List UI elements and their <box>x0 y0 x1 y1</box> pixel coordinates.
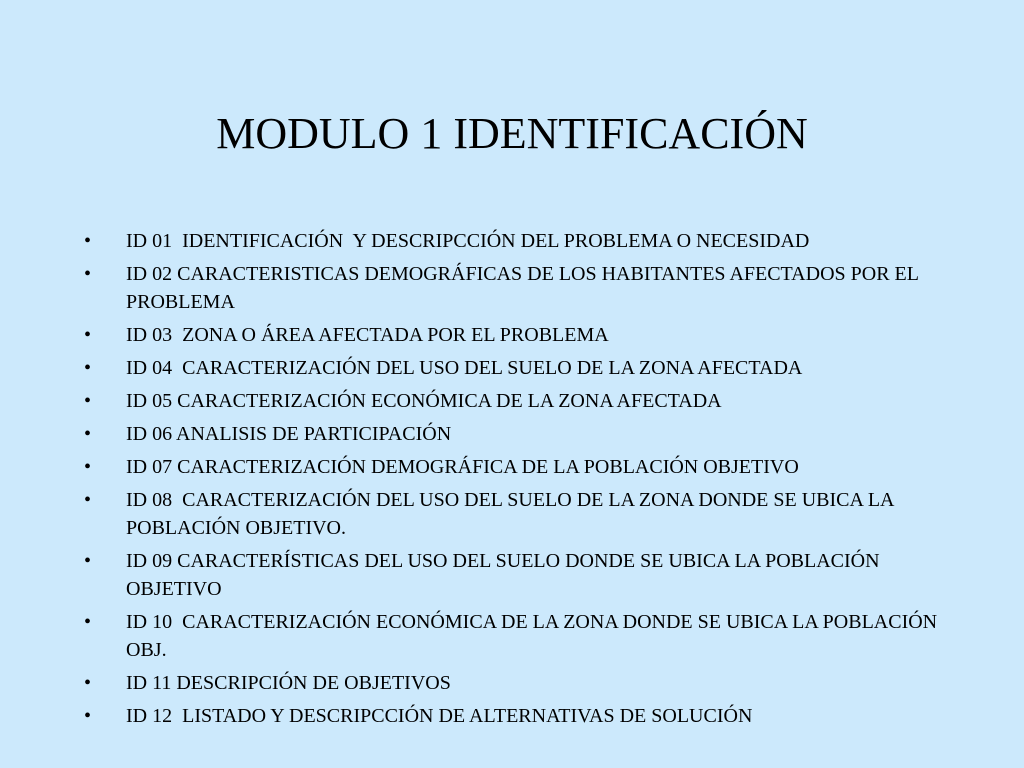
bullet-list <box>80 227 943 735</box>
list-item <box>80 260 940 316</box>
list-item <box>80 321 940 349</box>
list-item-text: ID 02 CARACTERISTICAS DEMOGRÁFICAS DE LOS HABITANTES AFECTADOS POR EL PROBLEMA <box>126 263 924 313</box>
bullet-icon: • <box>84 324 92 346</box>
list-item-text: ID 06 ANALISIS DE PARTICIPACIÓN <box>126 423 452 445</box>
list-item <box>80 227 940 255</box>
list-item <box>80 453 940 481</box>
list-item-text: ID 11 DESCRIPCIÓN DE OBJETIVOS <box>126 672 451 694</box>
list-item-text: ID 05 CARACTERIZACIÓN ECONÓMICA DE LA ZONA AFECTADA <box>126 390 722 412</box>
list-item-text: ID 09 CARACTERÍSTICAS DEL USO DEL SUELO DONDE SE UBICA LA POBLACIÓN OBJETIVO <box>126 550 885 600</box>
bullet-icon: • <box>84 672 92 694</box>
bullet-icon: • <box>84 263 92 285</box>
list-item-text: ID 08 CARACTERIZACIÓN DEL USO DEL SUELO DE LA ZONA DONDE SE UBICA LA POBLACIÓN OBJETIVO. <box>126 489 899 539</box>
bullet-icon: • <box>84 230 92 252</box>
bullet-icon: • <box>84 456 92 478</box>
bullet-icon: • <box>84 489 92 511</box>
bullet-icon: • <box>84 611 92 633</box>
list-item <box>80 387 940 415</box>
list-item <box>80 486 940 542</box>
list-item <box>80 702 940 730</box>
list-item-text: ID 01 IDENTIFICACIÓN Y DESCRIPCCIÓN DEL PROBLEMA O NECESIDAD <box>126 230 810 252</box>
list-item <box>80 669 940 697</box>
list-item-text: ID 10 CARACTERIZACIÓN ECONÓMICA DE LA ZONA DONDE SE UBICA LA POBLACIÓN OBJ. <box>126 611 943 661</box>
slide-title: MODULO 1 IDENTIFICACIÓN <box>216 109 808 158</box>
list-item-text: ID 03 ZONA O ÁREA AFECTADA POR EL PROBLEMA <box>126 324 609 346</box>
list-item <box>80 608 943 664</box>
list-item-text: ID 04 CARACTERIZACIÓN DEL USO DEL SUELO DE LA ZONA AFECTADA <box>126 357 803 379</box>
list-item-text: ID 12 LISTADO Y DESCRIPCCIÓN DE ALTERNATIVAS DE SOLUCIÓN <box>126 705 753 727</box>
bullet-icon: • <box>84 705 92 727</box>
bullet-icon: • <box>84 423 92 445</box>
list-item-text: ID 07 CARACTERIZACIÓN DEMOGRÁFICA DE LA POBLACIÓN OBJETIVO <box>126 456 799 478</box>
list-item <box>80 420 940 448</box>
list-item <box>80 354 940 382</box>
bullet-icon: • <box>84 550 92 572</box>
bullet-icon: • <box>84 357 92 379</box>
list-item <box>80 547 940 603</box>
bullet-icon: • <box>84 390 92 412</box>
